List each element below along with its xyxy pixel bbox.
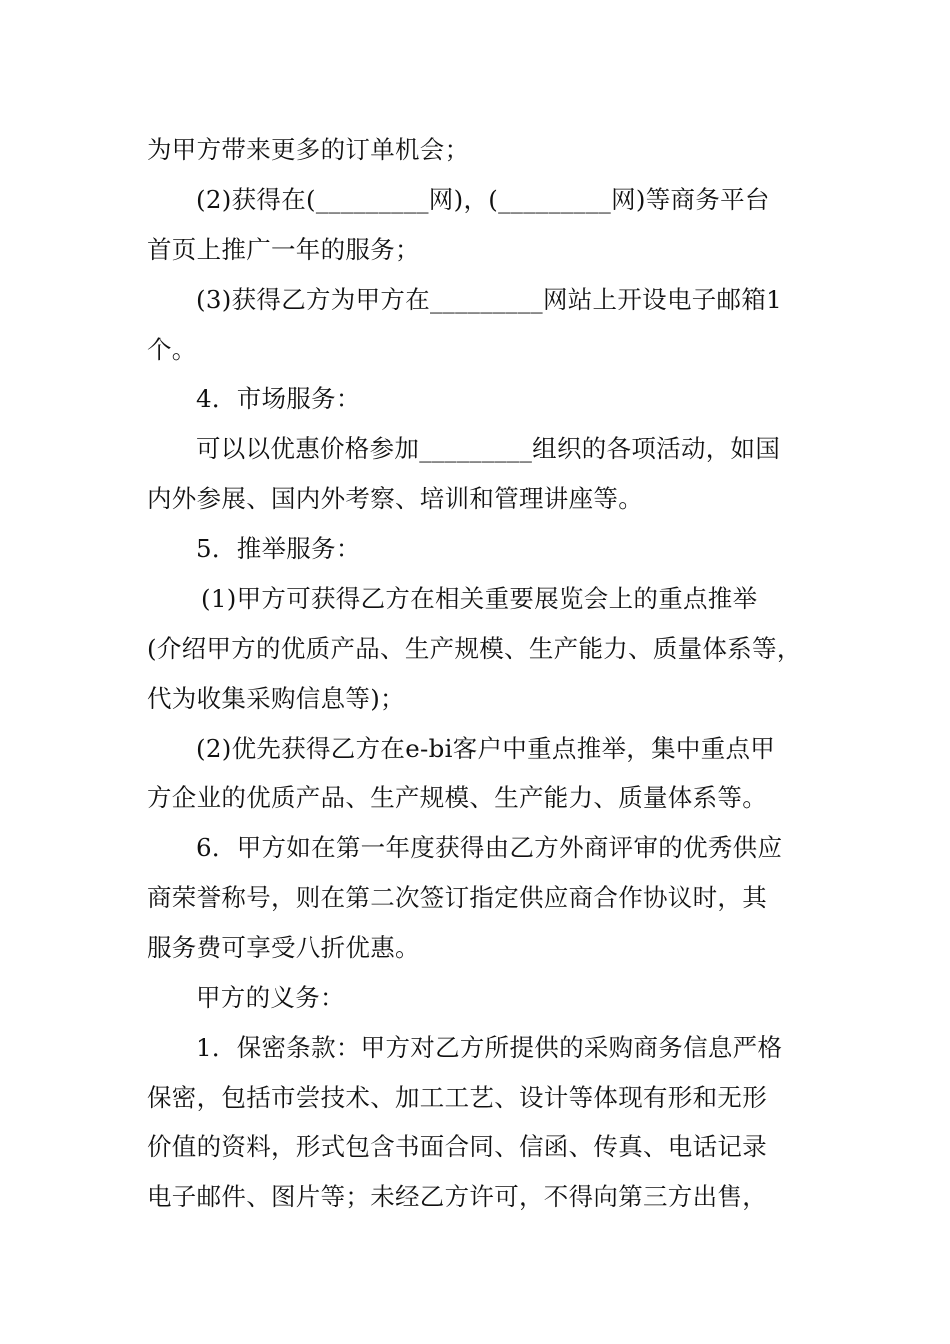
section-heading-recommend-service: 5．推举服务： [196,534,361,563]
text-line-1: 为甲方带来更多的订单机会； [147,135,470,164]
text-line-8: 内外参展、国内外考察、培训和管理讲座等。 [147,484,643,513]
text-line-16: 商荣誉称号，则在第二次签订指定供应商合作协议时，其 [147,883,767,912]
text-line-17: 服务费可享受八折优惠。 [147,933,420,962]
text-line-14: 方企业的优质产品、生产规模、生产能力、质量体系等。 [147,783,767,812]
text-line-10: (1)甲方可获得乙方在相关重要展览会上的重点推举 [201,584,758,613]
text-line-11: (介绍甲方的优质产品、生产规模、生产能力、质量体系等， [147,634,802,663]
text-line-3: 首页上推广一年的服务； [147,235,420,264]
section-heading-market-service: 4．市场服务： [196,384,361,413]
text-line-4: (3)获得乙方为甲方在_________网站上开设电子邮箱1 [196,285,783,314]
text-line-12: 代为收集采购信息等)； [147,684,405,713]
text-line-22: 电子邮件、图片等；未经乙方许可，不得向第三方出售， [147,1182,767,1211]
text-line-20: 保密，包括市尝技术、加工工艺、设计等体现有形和无形 [147,1083,767,1112]
text-line-2: (2)获得在(_________网)，(_________网)等商务平台 [196,185,770,214]
section-heading-obligations: 甲方的义务： [196,983,345,1012]
text-line-13: (2)优先获得乙方在e-bi客户中重点推举，集中重点甲 [196,734,776,763]
text-line-21: 价值的资料，形式包含书面合同、信函、传真、电话记录 [147,1132,767,1161]
text-line-15: 6．甲方如在第一年度获得由乙方外商评审的优秀供应 [196,833,783,862]
text-line-5: 个。 [147,335,197,364]
text-line-19: 1．保密条款：甲方对乙方所提供的采购商务信息严格 [196,1033,783,1062]
text-line-7: 可以以优惠价格参加_________组织的各项活动，如国 [196,434,781,463]
